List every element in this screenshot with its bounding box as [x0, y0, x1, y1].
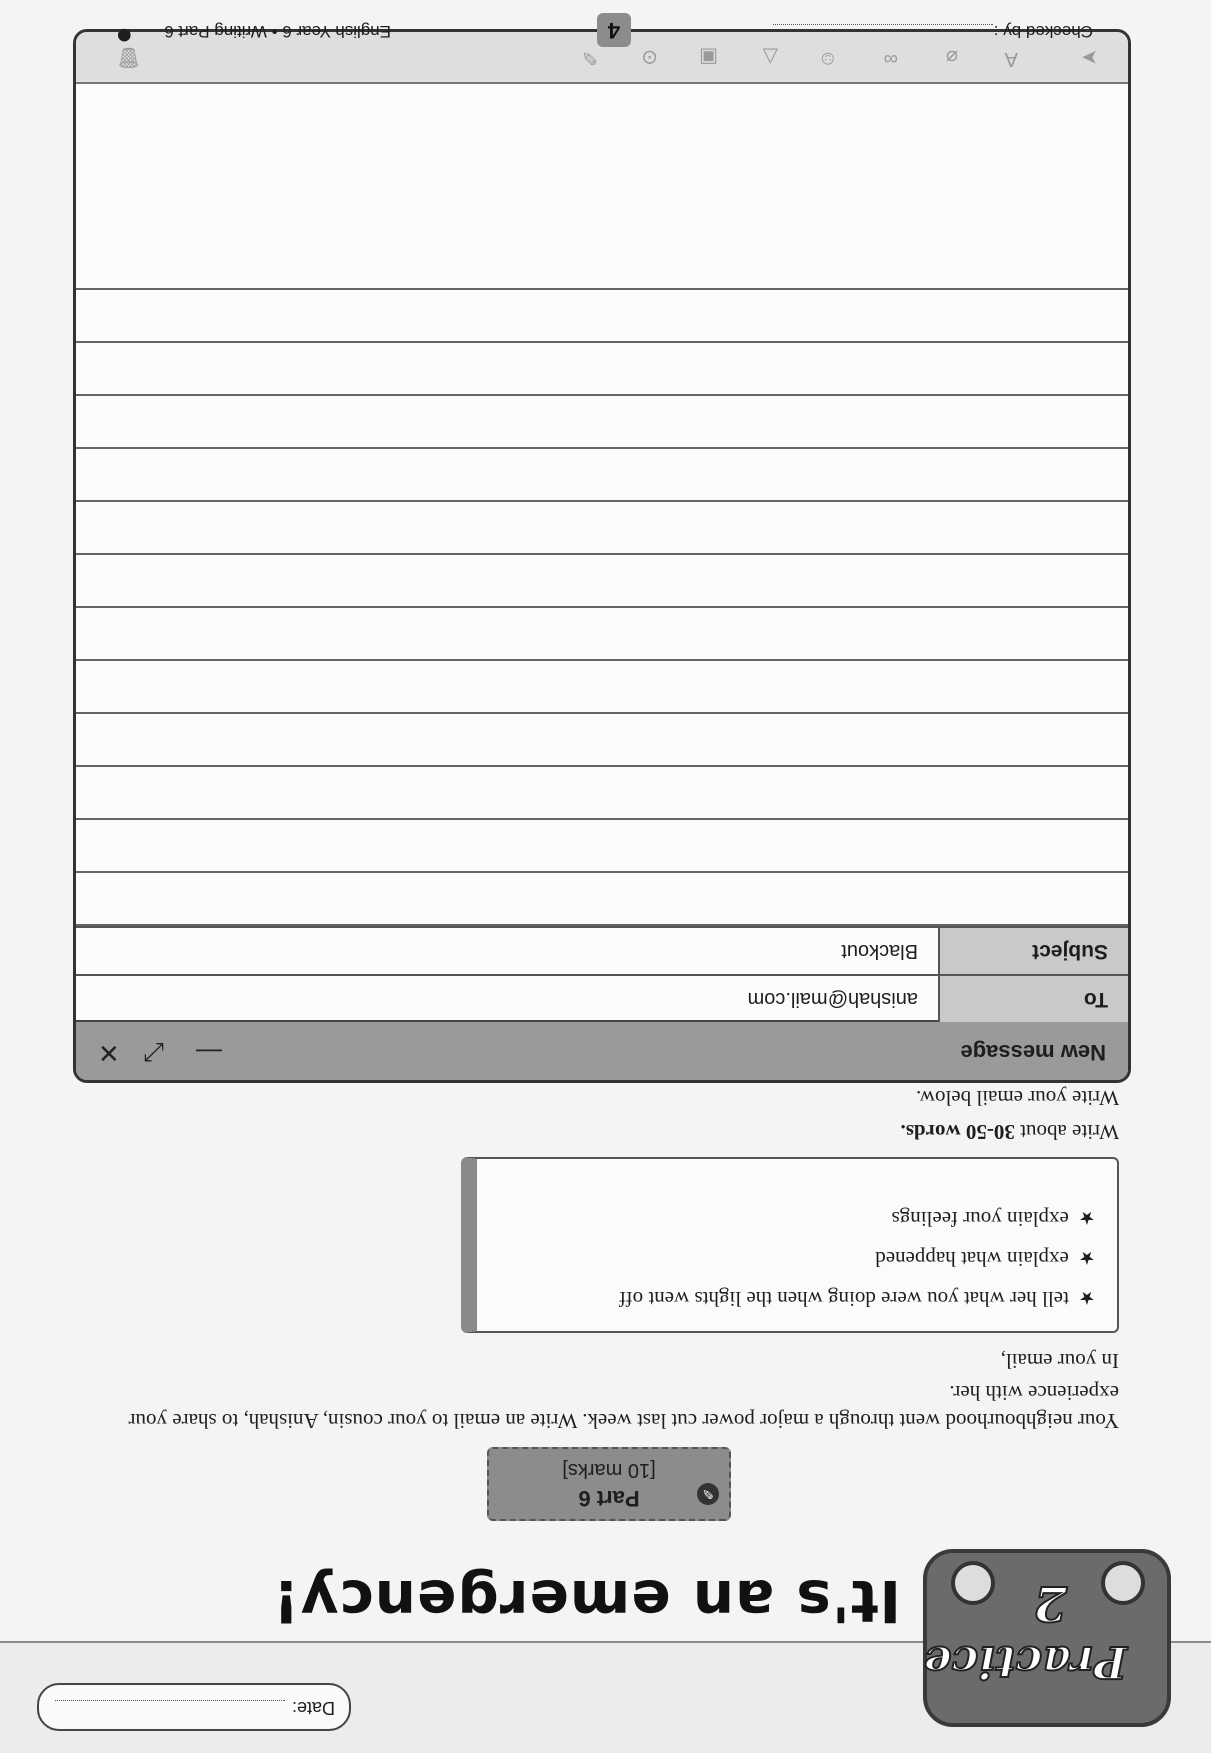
writing-line[interactable] [76, 447, 1128, 449]
writing-line[interactable] [76, 659, 1128, 661]
writing-line[interactable] [76, 924, 1128, 926]
pencil-icon: ✎ [697, 1483, 719, 1505]
wheel-icon [951, 1561, 995, 1605]
checked-by-line [773, 24, 993, 25]
writing-line[interactable] [76, 341, 1128, 343]
trash-icon[interactable]: 🗑 [116, 46, 142, 68]
list-item [477, 1199, 1095, 1239]
link-icon[interactable]: ∞ [883, 48, 898, 70]
date-label: Date: [291, 1698, 335, 1718]
email-header [76, 1020, 1128, 1080]
email-window-title: New message [960, 1040, 1106, 1065]
to-field[interactable]: anishah@mail.com [747, 988, 918, 1010]
page-footer [0, 0, 1211, 53]
writing-line[interactable] [76, 818, 1128, 820]
to-label: To [938, 976, 1128, 1022]
lock-icon[interactable]: ⊙ [641, 46, 658, 68]
bullet-text: explain your feelings [891, 1207, 1069, 1231]
book-title: English Year 6 • Writing Part 6 [164, 22, 391, 41]
task-intro [89, 1343, 1119, 1435]
checked-by-label: Checked by : [993, 22, 1093, 41]
image-icon[interactable]: ▣ [699, 46, 718, 68]
writing-line[interactable] [76, 288, 1128, 290]
word-count-instruction [901, 1115, 1119, 1149]
text-format-icon[interactable]: A [1004, 48, 1018, 70]
task-intro-text: Your neighbourhood went through a major power cut last week. Write an email to your cousin, Anishah, to share your experience with her. [128, 1381, 1119, 1433]
to-row [76, 974, 1128, 1022]
star-icon: ★ [1078, 1248, 1095, 1268]
part-title: Part 6 [578, 1486, 640, 1511]
task-lead: In your email, [1000, 1349, 1119, 1373]
page-number: 4 [597, 13, 631, 47]
pen-icon[interactable]: ✎ [581, 46, 598, 68]
star-icon: ★ [1078, 1208, 1095, 1228]
word-count-prefix: Write about [1014, 1120, 1119, 1144]
email-compose-window [73, 29, 1131, 1083]
practice-badge [923, 1549, 1171, 1727]
writing-line[interactable] [76, 500, 1128, 502]
drive-icon[interactable]: △ [762, 46, 778, 68]
emoji-icon[interactable]: ☺ [817, 48, 838, 70]
write-below-instruction: Write your email below. [915, 1086, 1119, 1110]
bullet-text: tell her what you were doing when the lights went off [619, 1287, 1069, 1311]
date-field[interactable] [37, 1683, 351, 1731]
bullet-list [477, 1199, 1117, 1331]
writing-line[interactable] [76, 765, 1128, 767]
writing-line[interactable] [76, 871, 1128, 873]
practice-number: 2 [1033, 1575, 1067, 1631]
writing-line[interactable] [76, 712, 1128, 714]
date-line [55, 1700, 285, 1701]
bullet-box [461, 1157, 1119, 1333]
instructions [901, 1081, 1119, 1149]
expand-icon[interactable]: ⤢ [144, 1038, 165, 1068]
subject-row [76, 926, 1128, 974]
bullet-text: explain what happened [875, 1247, 1069, 1271]
practice-word: Practice [923, 1636, 1127, 1687]
minimize-icon[interactable]: — [196, 1038, 222, 1068]
part-marks: [10 marks] [562, 1459, 656, 1481]
page-title: It's an emergency! [272, 1567, 901, 1635]
subject-field[interactable]: Blackout [841, 940, 918, 962]
list-item [477, 1239, 1095, 1279]
writing-line[interactable] [76, 394, 1128, 396]
word-count-bold: 30-50 words. [900, 1120, 1015, 1144]
writing-line[interactable] [76, 553, 1128, 555]
list-item [477, 1279, 1095, 1319]
close-icon[interactable]: ✕ [98, 1038, 120, 1068]
part-tag [487, 1447, 731, 1521]
subject-label: Subject [938, 928, 1128, 974]
wheel-icon [1101, 1561, 1145, 1605]
writing-line[interactable] [76, 606, 1128, 608]
publisher-logo: ⬤ [116, 29, 131, 43]
send-button-icon[interactable]: ➤ [1081, 46, 1098, 68]
attachment-icon[interactable]: ⌀ [945, 46, 958, 68]
star-icon: ★ [1078, 1288, 1095, 1308]
